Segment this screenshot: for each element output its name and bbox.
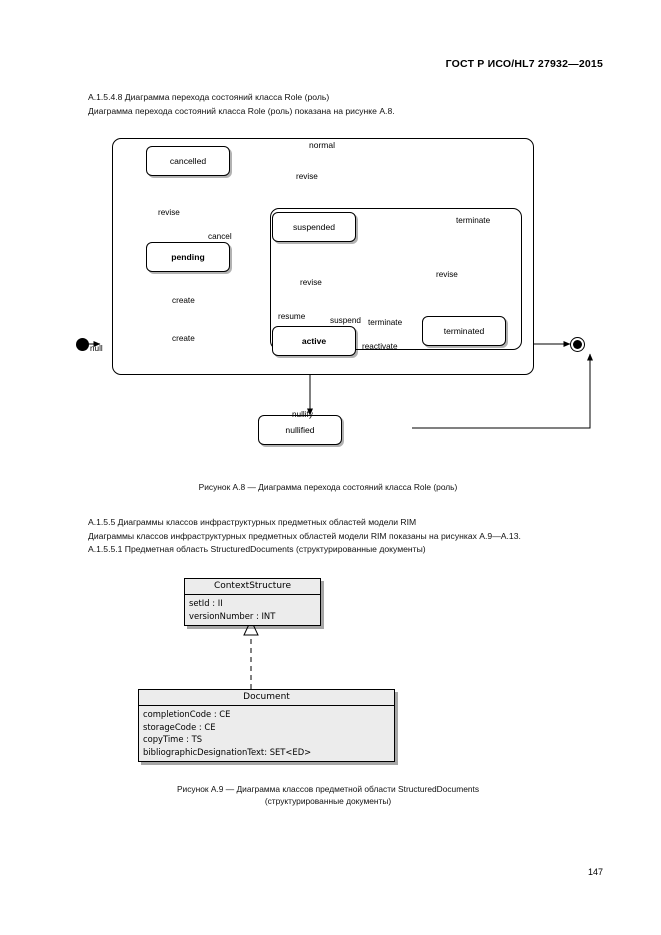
state-active-label: active [301,336,327,346]
initial-state-dot [76,338,89,351]
state-terminated-label: terminated [443,326,485,336]
uml-attribute: versionNumber : INT [189,610,276,621]
uml-class-contextstructure-title: ContextStructure [185,579,320,595]
uml-attribute: completionCode : CE [143,709,231,719]
section-a1548-text: Диаграмма перехода состояний класса Role (роль) показана на рисунке А.8. [88,106,395,116]
uml-attribute: setId : II [189,598,223,608]
state-nullified[interactable] [258,415,342,445]
transition-label-revise-pending: revise [158,208,180,217]
transition-label-resume: resume [278,312,306,321]
transition-label-suspend: suspend [330,316,361,325]
uml-attribute: copyTime : TS [143,734,203,744]
state-cancelled-label: cancelled [169,156,207,166]
transition-label-null: null [90,344,103,353]
uml-class-document-attrs [139,706,394,761]
uml-class-contextstructure-attrs [185,595,320,625]
uml-class-document[interactable] [138,689,395,762]
uml-attribute: bibliographicDesignationText: SET<ED> [143,746,312,757]
state-pending[interactable] [146,242,230,272]
page-number: 147 [587,867,603,877]
state-terminated[interactable] [422,316,506,346]
transition-label-reactivate: reactivate [362,342,398,351]
section-a1548-title: А.1.5.4.8 Диаграмма перехода состояний класса Role (роль) [88,92,330,102]
transition-label-nullify: nullify [292,410,313,419]
transition-label-revise-cancelled: revise [296,172,318,181]
uml-attribute: storageCode : CE [143,721,216,732]
transition-label-terminate-1: terminate [456,216,491,225]
transition-label-create-2: create [172,296,195,305]
final-state-dot [573,340,582,349]
figure-a9-caption-line2: (структурированные документы) [264,796,392,806]
section-a1551-title: А.1.5.5.1 Предметная область StructuredDocuments (структурированные документы) [88,544,426,554]
state-transition-diagram [62,130,607,460]
figure-a8-caption: Рисунок А.8 — Диаграмма перехода состояний класса Role (роль) [198,482,458,492]
section-a155-title: А.1.5.5 Диаграммы классов инфраструктурных предметных областей модели RIM [88,517,417,527]
transition-label-revise-suspended: revise [300,278,322,287]
normal-region-label: normal [309,140,335,150]
state-pending-label: pending [171,252,205,262]
transition-label-cancel: cancel [208,232,232,241]
state-nullified-label: nullified [285,425,315,435]
class-diagram-structured-documents [62,570,607,770]
uml-class-contextstructure[interactable] [184,578,321,626]
transition-label-terminate-2: terminate [368,318,403,327]
state-suspended-label: suspended [292,222,336,232]
uml-class-document-title: Document [139,690,394,706]
section-a155-text: Диаграммы классов инфраструктурных предметных областей модели RIM показаны на рисунках А.9—А.13. [88,531,521,541]
transition-label-create-1: create [172,334,195,343]
standard-header: ГОСТ Р ИСО/HL7 27932—2015 [445,58,603,70]
transition-label-revise-terminated: revise [436,270,458,279]
figure-a9-caption-line1: Рисунок А.9 — Диаграмма классов предметной области StructuredDocuments [176,784,480,794]
state-suspended[interactable] [272,212,356,242]
state-active[interactable] [272,326,356,356]
state-cancelled[interactable] [146,146,230,176]
